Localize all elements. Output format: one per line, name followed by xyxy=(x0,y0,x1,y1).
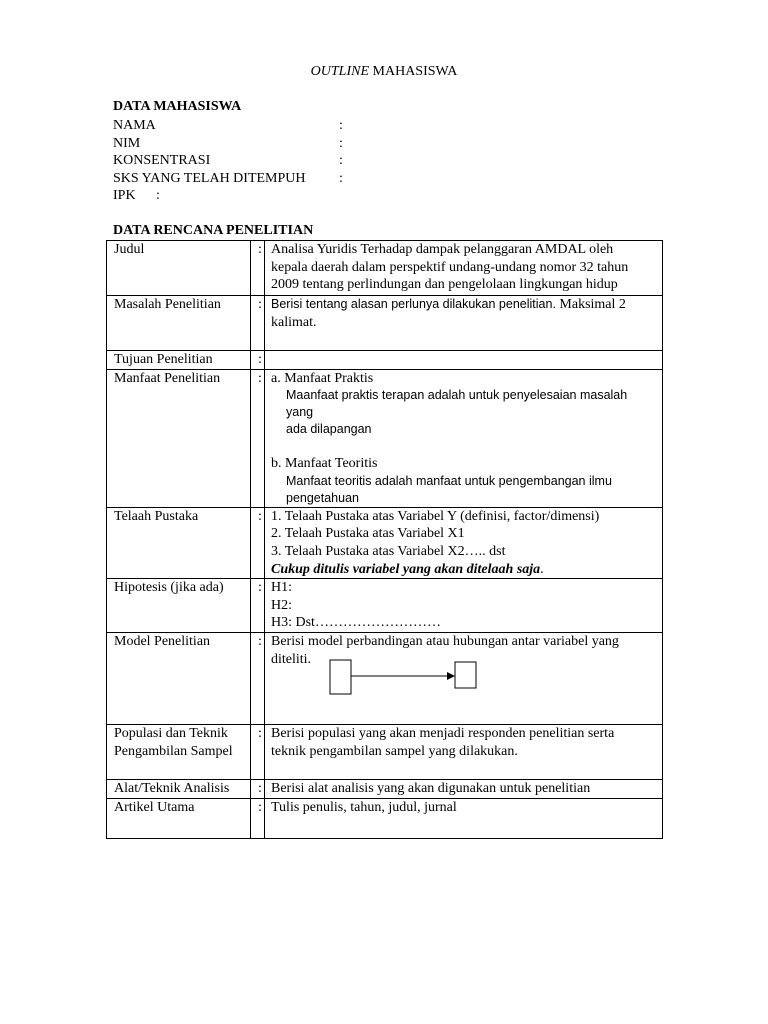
label-line: Populasi dan Teknik xyxy=(114,726,228,742)
row-content xyxy=(265,507,663,578)
field-sks xyxy=(113,170,413,188)
content-line: 1. Telaah Pustaka atas Variabel Y (definisi, factor/dimensi) xyxy=(271,508,600,524)
row-colon: : xyxy=(251,579,265,633)
arrow-head-icon xyxy=(447,672,455,680)
row-content: Berisi alat analisis yang akan digunakan untuk penelitian xyxy=(265,780,663,799)
row-label: Masalah Penelitian xyxy=(107,296,251,351)
row-label: Hipotesis (jika ada) xyxy=(107,579,251,633)
row-colon: : xyxy=(251,507,265,578)
field-label: NIM xyxy=(113,135,141,151)
student-fields xyxy=(113,117,413,205)
row-content xyxy=(265,369,663,507)
content-line: kalimat. xyxy=(271,314,317,330)
row-colon: : xyxy=(251,296,265,351)
content-line: Berisi model perbandingan atau hubungan antar variabel yang xyxy=(271,634,619,650)
content-line: teknik pengambilan sampel yang dilakukan. xyxy=(271,743,518,759)
row-label: Tujuan Penelitian xyxy=(107,351,251,370)
row-label: Manfaat Penelitian xyxy=(107,369,251,507)
row-populasi xyxy=(107,725,663,780)
field-colon: : xyxy=(339,135,343,151)
student-section-heading: DATA MAHASISWA xyxy=(113,99,242,114)
field-label: IPK xyxy=(113,188,136,204)
label-line: Pengambilan Sampel xyxy=(114,743,233,759)
field-colon: : xyxy=(339,170,343,186)
content-line xyxy=(271,296,656,314)
benefit-b-title: b. Manfaat Teoritis xyxy=(271,456,378,472)
content-small: Berisi tentang alasan perlunya dilakukan penelitian. xyxy=(271,297,556,311)
row-colon: : xyxy=(251,369,265,507)
row-label: Alat/Teknik Analisis xyxy=(107,780,251,799)
benefit-b-desc: pengetahuan xyxy=(286,490,359,505)
row-label xyxy=(107,725,251,780)
content-line: Berisi populasi yang akan menjadi responden penelitian serta xyxy=(271,726,615,742)
row-label: Artikel Utama xyxy=(107,798,251,838)
content-line: Analisa Yuridis Terhadap dampak pelanggaran AMDAL oleh xyxy=(271,242,614,257)
content-line: 2009 tentang perlindungan dan pengelolaan lingkungan hidup xyxy=(271,277,618,293)
hypothesis-line: H3: Dst……………………… xyxy=(271,615,441,631)
title-rest: MAHASISWA xyxy=(369,64,458,79)
field-nama xyxy=(113,117,413,135)
field-colon: : xyxy=(156,188,160,204)
hypothesis-line: H1: xyxy=(271,580,292,596)
row-label: Judul xyxy=(107,241,251,296)
variable-box-right xyxy=(455,662,476,688)
field-label: KONSENTRASI xyxy=(113,153,211,169)
row-colon: : xyxy=(251,241,265,296)
field-colon: : xyxy=(339,153,343,169)
research-plan-table xyxy=(106,240,663,839)
field-ipk xyxy=(113,187,413,205)
row-telaah xyxy=(107,507,663,578)
content-line: kepala daerah dalam perspektif undang-undang nomor 32 tahun xyxy=(271,259,629,275)
row-manfaat xyxy=(107,369,663,507)
row-colon: : xyxy=(251,725,265,780)
row-content xyxy=(265,633,663,725)
row-alat xyxy=(107,780,663,799)
benefit-a-desc: ada dilapangan xyxy=(286,422,372,437)
row-artikel xyxy=(107,798,663,838)
content-rest: Maksimal 2 xyxy=(555,297,626,312)
content-line: 3. Telaah Pustaka atas Variabel X2….. dst xyxy=(271,543,506,559)
content-line: diteliti. xyxy=(271,651,312,667)
hypothesis-line: H2: xyxy=(271,597,292,613)
model-diagram xyxy=(271,668,656,724)
row-colon: : xyxy=(251,780,265,799)
field-nim xyxy=(113,135,413,153)
note-text: Cukup ditulis variabel yang akan ditelaah saja xyxy=(271,561,541,577)
document-title xyxy=(0,64,768,80)
row-colon: : xyxy=(251,351,265,370)
note-end: . xyxy=(540,561,544,577)
benefit-b-desc: Manfaat teoritis adalah manfaat untuk pengembangan ilmu xyxy=(286,473,612,488)
row-label: Telaah Pustaka xyxy=(107,507,251,578)
benefit-a-title: a. Manfaat Praktis xyxy=(271,370,374,386)
field-label: SKS YANG TELAH DITEMPUH xyxy=(113,170,306,186)
content-line: 2. Telaah Pustaka atas Variabel X1 xyxy=(271,526,465,542)
research-section-heading: DATA RENCANA PENELITIAN xyxy=(113,223,314,238)
row-model xyxy=(107,633,663,725)
row-tujuan xyxy=(107,351,663,370)
row-masalah xyxy=(107,296,663,351)
row-hipotesis xyxy=(107,579,663,633)
title-italic: OUTLINE xyxy=(310,64,370,79)
row-content xyxy=(265,725,663,780)
row-colon: : xyxy=(251,633,265,725)
field-label: NAMA xyxy=(113,118,156,133)
row-judul xyxy=(107,241,663,296)
field-colon: : xyxy=(339,118,343,133)
row-content: Tulis penulis, tahun, judul, jurnal xyxy=(265,798,663,838)
field-konsentrasi xyxy=(113,152,413,170)
variable-box-left xyxy=(330,660,351,694)
row-content xyxy=(265,296,663,351)
benefit-a-desc: Maanfaat praktis terapan adalah untuk penyelesaian masalah yang xyxy=(286,388,628,420)
row-colon: : xyxy=(251,798,265,838)
row-content xyxy=(265,241,663,296)
row-content xyxy=(265,579,663,633)
row-label: Model Penelitian xyxy=(107,633,251,725)
row-content xyxy=(265,351,663,370)
model-diagram-svg xyxy=(329,659,559,699)
content-note xyxy=(271,561,656,579)
